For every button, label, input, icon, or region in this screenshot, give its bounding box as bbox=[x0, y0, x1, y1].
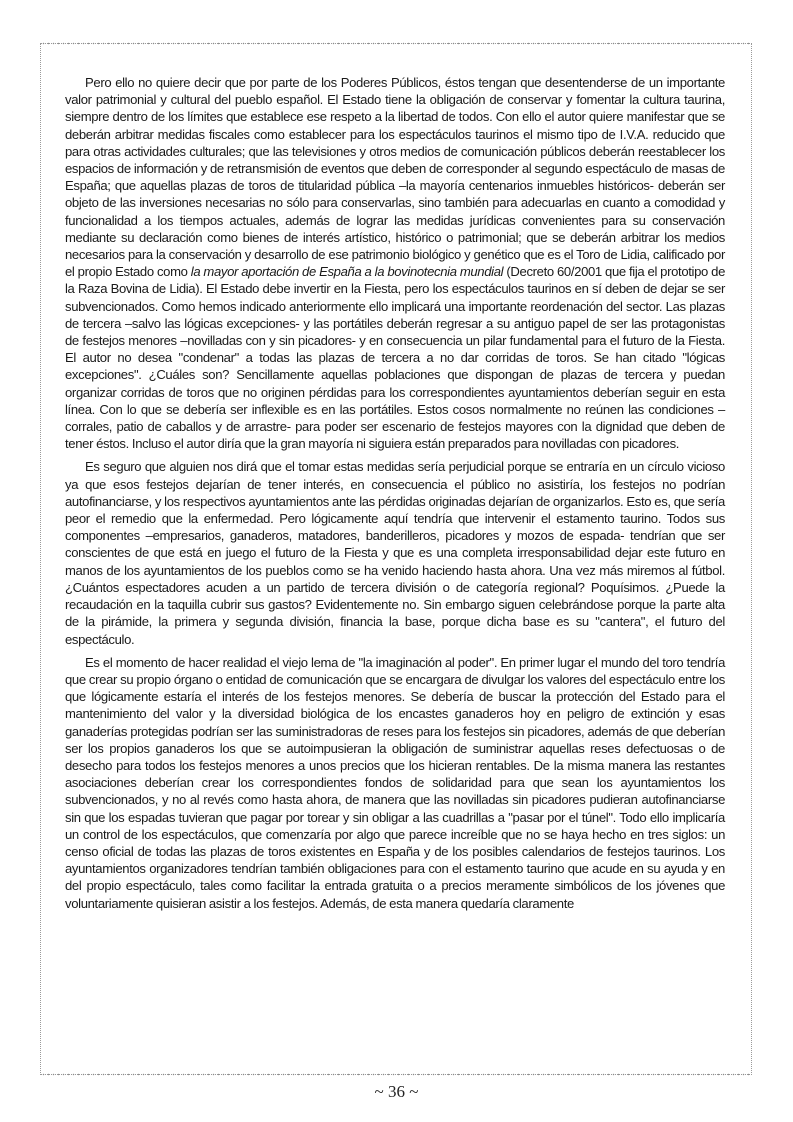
paragraph-text: Es seguro que alguien nos dirá que el tomar estas medidas sería perjudicial porque se entraría en un círculo vicioso ya que esos festejos dejarían de tener interés, en consecuencia el público no asistiría, los festejos no podrían autofinanciarse, y los respectivos ayuntamientos ante las pérdidas originadas dejarían de organizarlos. Esto es, que sería peor el remedio que la enfermedad. Pero lógicamente aquí tendría que intervenir el estamento taurino. Todos sus componentes –empresarios, ganaderos, matadores, banderilleros, picadores y mozos de espada- tendrían que ser conscientes de que está en juego el futuro de la Fiesta y que es una completa irresponsabilidad dejar este futuro en manos de los ayuntamientos de los pueblos como se ha venido haciendo hasta ahora. Una vez más miremos al fútbol. ¿Cuántos espectadores acuden a un partido de tercera división o de categoría regional? Poquísimos. ¿Puede la recaudación en la taquilla cubrir sus gastos? Evidentemente no. Sin embargo siguen celebrándose porque la parte alta de la pirámide, la primera y segunda división, financia la base, porque dicha base es su "cantera", el futuro del espectáculo. bbox=[65, 459, 725, 647]
paragraph-text: Pero ello no quiere decir que por parte de los Poderes Públicos, éstos tengan que desentenderse de un importante valor patrimonial y cultural del pueblo español. El Estado tiene la obligación de conservar y fomentar la cultura taurina, siempre dentro de los límites que establece ese respeto a la libertad de todos. Con ello el autor quiere manifestar que se deberán arbitrar medidas fiscales como establecer para los espectáculos taurinos el mismo tipo de I.V.A. reducido que para otras actividades culturales; que las televisiones y otros medios de comunicación públicos deberán reestablecer los espacios de información y de retransmisión de eventos que deben de corresponder al segundo espectáculo de masas de España; que aquellas plazas de toros de titularidad pública –la mayoría centenarios inmuebles históricos- deberán ser objeto de las inversiones necesarias no sólo para conservarlas, sino también para adecuarlas en cuanto a comodidad y funcionalidad a los tiempos actuales, además de lograr las medidas jurídicas convenientes para su conservación mediante su declaración como bienes de interés artístico, histórico o patrimonial; que se deberán arbitrar los medios necesarios para la conservación y desarrollo de ese patrimonio biológico y genético que es el Toro de Lidia, calificado por el propio Estado como bbox=[65, 75, 725, 280]
page-number: ~ 36 ~ bbox=[374, 1082, 419, 1101]
paragraph-text: (Decreto 60/2001 que fija el prototipo de la Raza Bovina de Lidia). El Estado debe invertir en la Fiesta, pero los espectáculos taurinos en sí deben de dejar se ser subvencionados. Como hemos indicado anteriormente ello implicará una importante reordenación del sector. Las plazas de tercera –salvo las lógicas excepciones- y las portátiles deberán regresar a su antiguo papel de ser las protagonistas de festejos menores –novilladas con y sin picadores- y en consecuencia un pilar fundamental para el futuro de la Fiesta. El autor no desea "condenar" a todas las plazas de tercera a no dar corridas de toros. Se han citado "lógicas excepciones". ¿Cuáles son? Sencillamente aquellas poblaciones que dispongan de plazas de tercera y puedan organizar corridas de toros que no originen pérdidas para los correspondientes ayuntamientos deberían seguir en esta línea. Con lo que se debería ser inflexible es en las portátiles. Estos cosos normalmente no reúnen las condiciones –corrales, patio de caballos y de arrastre- para poder ser escenario de festejos mayores con la dignidad que deben de tener éstos. Incluso el autor diría que la gran mayoría ni siguiera están preparados para novilladas con picadores. bbox=[65, 264, 726, 452]
paragraph bbox=[65, 74, 725, 452]
paragraph-text: Es el momento de hacer realidad el viejo lema de "la imaginación al poder". En primer lugar el mundo del toro tendría que crear su propio órgano o entidad de comunicación que se encargara de divulgar los valores del espectáculo entre los que lógicamente estaría el interés de los festejos menores. Se debería de buscar la protección del Estado para el mantenimiento del valor y la diversidad biológica de los encastes ganaderos hoy en peligro de extinción y esas ganaderías protegidas podrían ser las suministradoras de reses para los festejos sin picadores, además de que deberían ser los propios ganaderos los que se autoimpusieran la obligación de suministrar aquellas reses defectuosas o de desecho para todos los festejos menores a unos precios que los hicieran rentables. De la misma manera las restantes asociaciones deberían crear los correspondientes fondos de solidaridad para que sean los ayuntamientos los subvencionados, y no al revés como hasta ahora, de manera que las novilladas sin picadores pudieran autofinanciarse sin que los espadas tuvieran que pagar por torear y sin obligar a las cuadrillas a "pasar por el túnel". Todo ello implicaría un control de los espectáculos, que comenzaría por algo que parece increíble que no se haya hecho en tres siglos: un censo oficial de todas las plazas de toros existentes en España y de los posibles calendarios de festejos taurinos. Los ayuntamientos organizadores tendrían también obligaciones para con el estamento taurino que acude en su ayuda y en del propio espectáculo, tales como facilitar la entrada gratuita o a precios meramente simbólicos de los jóvenes que voluntariamente quisieran asistir a los festejos. Además, de esta manera quedaría claramente bbox=[65, 654, 725, 911]
body-text bbox=[65, 74, 725, 918]
paragraph bbox=[65, 458, 725, 647]
italic-quote: la mayor aportación de España a la bovinotecnia mundial bbox=[190, 264, 504, 280]
paragraph bbox=[65, 654, 725, 912]
